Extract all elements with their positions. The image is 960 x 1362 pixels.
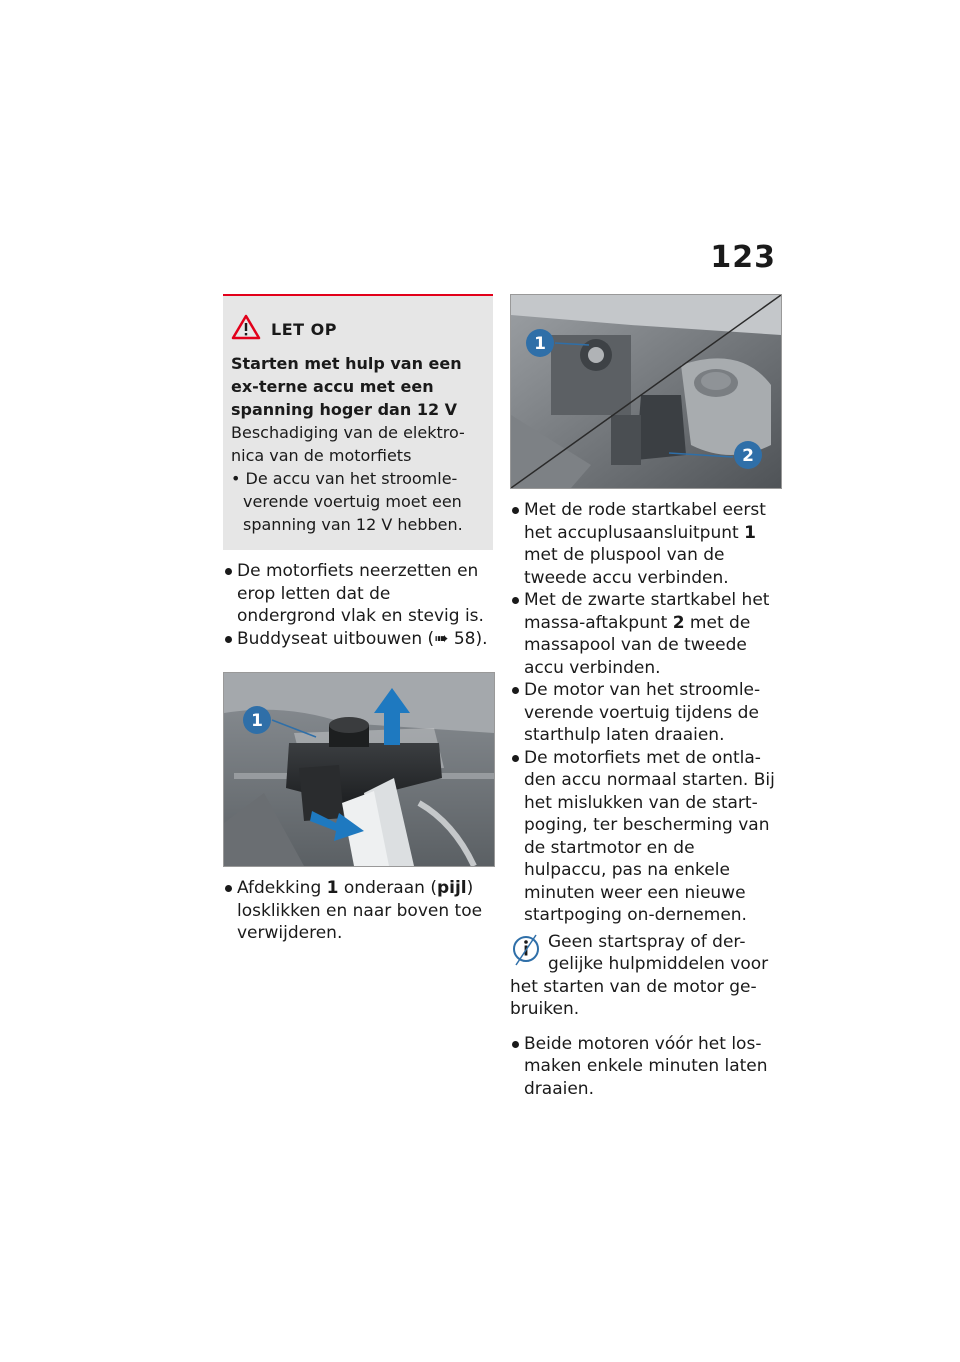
warning-consequence: Beschadiging van de elektro-nica van de motorfiets	[231, 423, 465, 465]
info-note-rest: het starten van de motor ge-bruiken.	[510, 976, 757, 1019]
text-part: De motor van het stroomle-verende voertuig tijdens de starthulp laten draaien.	[524, 680, 761, 745]
text-part: Afdekking	[237, 878, 327, 898]
page-number: 123	[710, 240, 776, 275]
left-bullet-list	[223, 560, 493, 650]
list-item	[223, 877, 493, 945]
list-item	[510, 589, 782, 679]
warning-heading: Starten met hulp van een ex-terne accu met een spanning hoger dan 12 V	[231, 354, 462, 419]
warning-box	[223, 294, 493, 550]
text-part: De motorfiets met de ontla-den accu normaal starten. Bij het mislukken van de start-poging, ter bescherming van de startmotor en de hulpaccu, pas na enkele minuten weer een nieuwe startpoging on-dernemen.	[524, 747, 775, 925]
left-bullet-list-2	[223, 877, 493, 945]
info-note-lead	[548, 931, 768, 976]
figure2-callout-2: 2	[742, 446, 754, 466]
text-part: met de massapool van de tweede accu verbinden.	[524, 612, 751, 678]
reference-number: 1	[326, 878, 339, 898]
text-part: onderaan (	[338, 878, 437, 898]
list-item-text: Buddyseat uitbouwen (➠ 58).	[237, 628, 488, 649]
warning-bullet-text: De accu van het stroomle-verende voertuig moet een spanning van 12 V hebben.	[243, 469, 463, 534]
reference-number: 1	[744, 522, 756, 543]
warning-bullet: • De accu van het stroomle-verende voertuig moet een spanning van 12 V hebben.	[231, 469, 463, 534]
list-item	[510, 1033, 782, 1101]
right-bullet-list-2	[510, 1033, 782, 1101]
reference-number: 2	[672, 612, 685, 633]
list-item	[223, 628, 493, 651]
reference-arrow-label: pijl	[436, 878, 467, 898]
info-note-line1: Geen startspray of der-	[548, 931, 746, 952]
left-column	[223, 294, 493, 945]
list-item-text: De motorfiets neerzetten en erop letten dat de ondergrond vlak en stevig is.	[237, 561, 484, 626]
info-note	[510, 931, 782, 976]
figure1-callout-1: 1	[251, 711, 263, 731]
list-item-text: Beide motoren vóór het los-maken enkele minuten laten draaien.	[524, 1033, 768, 1099]
figure2-callout-1: 1	[534, 334, 546, 354]
warning-header	[231, 314, 485, 344]
warning-triangle-icon	[231, 314, 261, 344]
jump-start-points-figure	[510, 294, 782, 489]
info-note-line2: gelijke hulpmiddelen voor	[548, 954, 769, 974]
list-item	[223, 560, 493, 628]
warning-title: LET OP	[271, 319, 337, 339]
text-part: Met de rode startkabel eerst het accuplusaansluitpunt	[524, 500, 766, 543]
text-part: Met de zwarte startkabel het massa-aftakpunt	[524, 590, 770, 633]
list-item	[510, 747, 782, 927]
list-item	[510, 679, 782, 747]
right-column	[510, 294, 782, 1100]
text-part: ) losklikken en naar boven toe verwijderen.	[237, 878, 483, 943]
list-item	[510, 499, 782, 589]
info-icon	[510, 931, 542, 976]
right-bullet-list	[510, 499, 782, 927]
battery-cover-figure	[223, 672, 495, 867]
text-part: met de pluspool van de tweede accu verbinden.	[524, 545, 729, 588]
